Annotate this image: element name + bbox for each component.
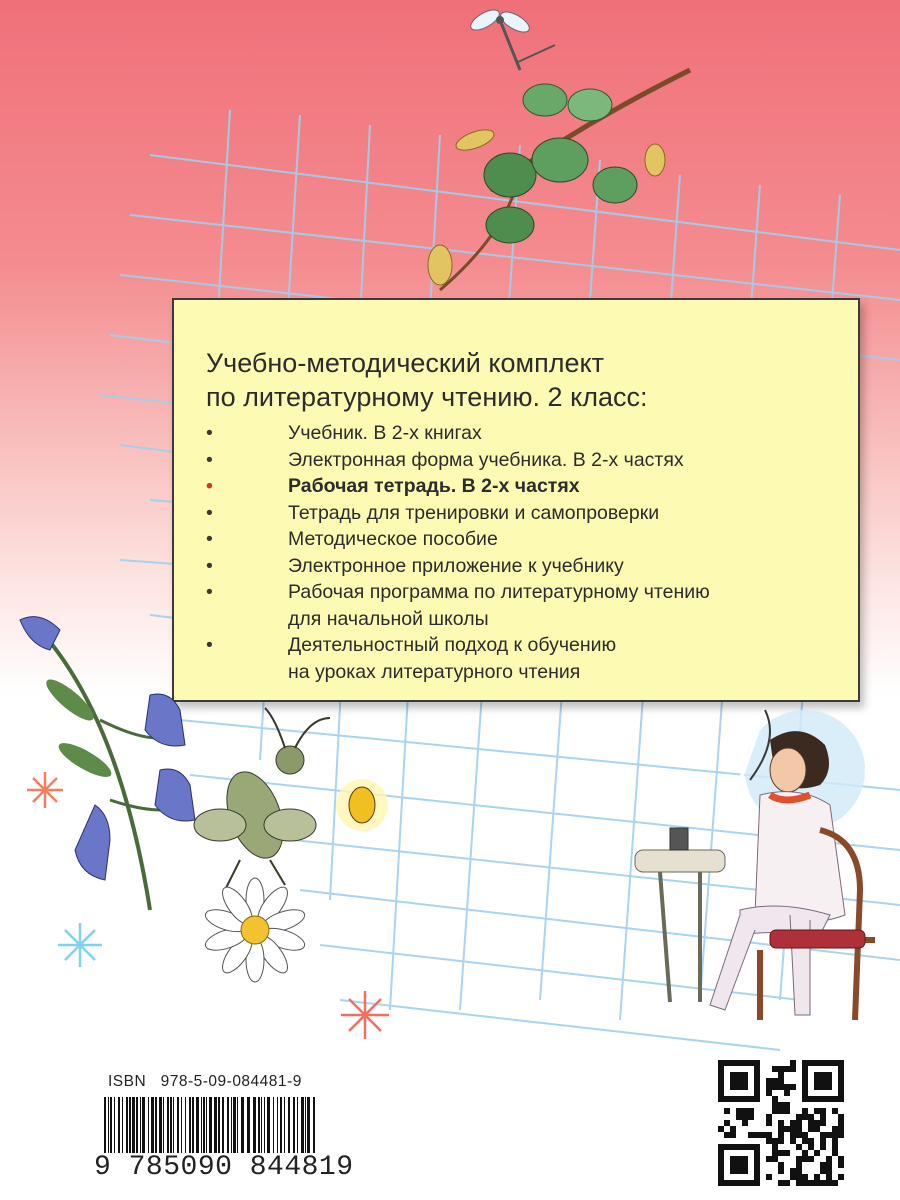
qr-module (766, 1078, 772, 1084)
qr-module (766, 1132, 772, 1138)
qr-module (778, 1084, 784, 1090)
qr-module (826, 1156, 832, 1162)
barcode-bar (284, 1097, 285, 1153)
qr-module (790, 1084, 796, 1090)
qr-module (778, 1120, 784, 1126)
qr-code (718, 1060, 844, 1186)
qr-module (826, 1168, 832, 1174)
qr-module (754, 1132, 760, 1138)
qr-module (784, 1090, 790, 1096)
barcode-bar (185, 1097, 186, 1153)
qr-module (778, 1132, 784, 1138)
barcode-bar (241, 1097, 244, 1153)
barcode (104, 1097, 320, 1159)
qr-module (832, 1132, 838, 1138)
qr-module (814, 1150, 820, 1156)
barcode-bar (214, 1097, 217, 1153)
bullet-icon: • (206, 448, 213, 471)
sparkle-icon (341, 991, 389, 1039)
barcode-bar (203, 1097, 205, 1153)
list-item: • Деятельностный подход к обучению на уроках литературного чтения (206, 634, 617, 683)
qr-module (748, 1108, 754, 1114)
barcode-bar (201, 1097, 202, 1153)
sparkle-icon (58, 923, 102, 967)
isbn-number: 978-5-09-084481-9 (160, 1073, 302, 1090)
poet-illustration (620, 700, 900, 1050)
qr-finder (730, 1156, 748, 1174)
barcode-bar (206, 1097, 207, 1153)
qr-module (778, 1168, 784, 1174)
qr-module (820, 1132, 826, 1138)
panel-title-line1: Учебно-методический комплект (206, 348, 604, 378)
qr-module (820, 1144, 826, 1150)
qr-module (802, 1138, 808, 1144)
qr-module (790, 1168, 796, 1174)
qr-module (796, 1126, 802, 1132)
barcode-bar (163, 1097, 164, 1153)
qr-module (838, 1132, 844, 1138)
bullet-icon: • (206, 528, 213, 550)
qr-module (838, 1162, 844, 1168)
barcode-bar (218, 1097, 220, 1153)
qr-module (724, 1108, 730, 1114)
qr-module (802, 1108, 808, 1114)
qr-module (820, 1168, 826, 1174)
barcode-bar (126, 1097, 128, 1153)
barcode-bar (140, 1097, 141, 1153)
barcode-bar (118, 1097, 120, 1153)
qr-module (808, 1114, 814, 1120)
qr-module (766, 1114, 772, 1120)
bullet-icon: • (206, 475, 213, 497)
bullet-icon: • (206, 501, 213, 524)
qr-module (772, 1078, 778, 1084)
qr-module (736, 1108, 742, 1114)
bullet-icon: • (206, 634, 213, 656)
qr-module (808, 1180, 814, 1186)
qr-module (760, 1132, 766, 1138)
qr-module (790, 1120, 796, 1126)
qr-module (820, 1114, 826, 1120)
qr-module (832, 1138, 838, 1144)
bullet-icon: • (206, 422, 213, 444)
qr-module (772, 1108, 778, 1114)
qr-module (790, 1138, 796, 1144)
qr-module (790, 1126, 796, 1132)
barcode-bar (293, 1097, 295, 1153)
qr-module (772, 1156, 778, 1162)
qr-module (820, 1180, 826, 1186)
qr-module (832, 1144, 838, 1150)
qr-module (766, 1084, 772, 1090)
qr-module (766, 1138, 772, 1144)
qr-module (802, 1150, 808, 1156)
desk-icon (635, 828, 725, 1002)
qr-module (790, 1132, 796, 1138)
barcode-digits: 9 785090 844819 (94, 1152, 354, 1183)
qr-module (796, 1144, 802, 1150)
qr-module (796, 1156, 802, 1162)
barcode-bar (237, 1097, 238, 1153)
qr-module (808, 1156, 814, 1162)
qr-module (742, 1114, 748, 1120)
poet-figure-icon (710, 710, 845, 1015)
barcode-bar (301, 1097, 304, 1153)
qr-module (796, 1168, 802, 1174)
dragonfly-branch-illustration (400, 0, 700, 300)
barcode-bar (114, 1097, 115, 1153)
barcode-bar (173, 1097, 174, 1153)
qr-module (802, 1180, 808, 1186)
qr-module (814, 1126, 820, 1132)
qr-module (820, 1162, 826, 1168)
barcode-bar (231, 1097, 232, 1153)
qr-module (802, 1114, 808, 1120)
qr-module (808, 1120, 814, 1126)
qr-module (790, 1174, 796, 1180)
qr-module (784, 1150, 790, 1156)
barcode-bar (136, 1097, 138, 1153)
barcode-bar (122, 1097, 123, 1153)
qr-module (784, 1066, 790, 1072)
qr-module (796, 1132, 802, 1138)
qr-module (778, 1072, 784, 1078)
qr-module (766, 1090, 772, 1096)
qr-module (778, 1102, 784, 1108)
barcode-bar (170, 1097, 172, 1153)
qr-module (826, 1162, 832, 1168)
linden-branch-icon (428, 70, 690, 290)
qr-module (730, 1132, 736, 1138)
qr-module (736, 1114, 742, 1120)
barcode-bar (189, 1097, 191, 1153)
panel-title-line2: по литературному чтению. 2 класс: (206, 382, 648, 412)
qr-module (778, 1162, 784, 1168)
barcode-bar (258, 1097, 260, 1153)
barcode-bar (155, 1097, 157, 1153)
qr-module (790, 1060, 796, 1066)
barcode-bar (261, 1097, 262, 1153)
qr-module (832, 1180, 838, 1186)
qr-module (724, 1120, 730, 1126)
qr-module (802, 1174, 808, 1180)
dragonfly-icon (468, 6, 555, 70)
qr-module (838, 1126, 844, 1132)
qr-module (796, 1120, 802, 1126)
qr-module (814, 1120, 820, 1126)
qr-module (808, 1126, 814, 1132)
qr-module (742, 1120, 748, 1126)
qr-module (742, 1108, 748, 1114)
barcode-bar (196, 1097, 199, 1153)
qr-module (808, 1138, 814, 1144)
qr-module (808, 1144, 814, 1150)
qr-module (814, 1174, 820, 1180)
qr-module (802, 1132, 808, 1138)
barcode-bar (264, 1097, 265, 1153)
qr-module (784, 1126, 790, 1132)
qr-module (748, 1114, 754, 1120)
sparkle-stars-illustration (0, 750, 420, 1080)
qr-module (766, 1156, 772, 1162)
qr-module (784, 1180, 790, 1186)
qr-module (814, 1180, 820, 1186)
barcode-bar (167, 1097, 169, 1153)
qr-module (832, 1126, 838, 1132)
barcode-bar (129, 1097, 131, 1153)
qr-module (784, 1102, 790, 1108)
barcode-bar (159, 1097, 162, 1153)
barcode-bar (177, 1097, 179, 1153)
qr-module (748, 1132, 754, 1138)
barcode-bar (233, 1097, 236, 1153)
bullet-icon: • (206, 581, 213, 603)
list-item-highlighted: • Рабочая тетрадь. В 2-х частях (204, 473, 844, 500)
qr-module (718, 1126, 724, 1132)
barcode-bar (181, 1097, 182, 1153)
isbn-label: ISBN 978-5-09-084481-9 (108, 1073, 302, 1090)
barcode-bar (253, 1097, 256, 1153)
qr-module (820, 1108, 826, 1114)
qr-module (796, 1180, 802, 1186)
qr-module (778, 1108, 784, 1114)
barcode-bar (104, 1097, 106, 1153)
barcode-bar (277, 1097, 278, 1153)
barcode-bar (267, 1097, 270, 1153)
qr-module (838, 1156, 844, 1162)
list-item: • Методическое пособие (204, 526, 844, 553)
barcode-bar (108, 1097, 109, 1153)
qr-module (796, 1174, 802, 1180)
qr-module (832, 1150, 838, 1156)
barcode-bar (132, 1097, 135, 1153)
qr-module (772, 1102, 778, 1108)
qr-module (778, 1138, 784, 1144)
list-item: • Электронное приложение к учебнику (204, 553, 844, 580)
barcode-bar (192, 1097, 194, 1153)
bullet-icon: • (206, 554, 213, 577)
qr-finder (814, 1072, 832, 1090)
qr-module (826, 1132, 832, 1138)
qr-module (778, 1078, 784, 1084)
qr-module (778, 1150, 784, 1156)
qr-module (826, 1180, 832, 1186)
qr-module (778, 1126, 784, 1132)
qr-module (766, 1174, 772, 1180)
barcode-bar (222, 1097, 224, 1153)
qr-module (820, 1120, 826, 1126)
qr-module (772, 1138, 778, 1144)
barcode-bar (148, 1097, 149, 1153)
barcode-bar (151, 1097, 154, 1153)
barcode-bar (209, 1097, 212, 1153)
qr-module (796, 1114, 802, 1120)
list-item: • Учебник. В 2-х книгах (204, 420, 844, 447)
qr-module (796, 1162, 802, 1168)
sparkle-icon (27, 772, 63, 808)
barcode-bar (142, 1097, 145, 1153)
barcode-bar (227, 1097, 229, 1153)
qr-module (778, 1180, 784, 1186)
barcode-bar (288, 1097, 290, 1153)
qr-module (820, 1138, 826, 1144)
barcode-bar (110, 1097, 112, 1153)
qr-module (838, 1174, 844, 1180)
qr-finder (730, 1072, 748, 1090)
qr-module (772, 1096, 778, 1102)
panel-title (206, 346, 846, 414)
qr-module (832, 1108, 838, 1114)
barcode-bar (273, 1097, 274, 1153)
qr-module (772, 1066, 778, 1072)
qr-module (724, 1132, 730, 1138)
barcode-bar (247, 1097, 250, 1153)
qr-module (772, 1150, 778, 1156)
barcode-bar (305, 1097, 306, 1153)
barcode-bar (307, 1097, 310, 1153)
qr-module (790, 1066, 796, 1072)
barcode-bar (313, 1097, 315, 1153)
list-item: • Электронная форма учебника. В 2-х частях (204, 447, 844, 474)
list-item: • Тетрадь для тренировки и самопроверки (204, 500, 844, 527)
qr-module (802, 1156, 808, 1162)
barcode-bar (280, 1097, 282, 1153)
qr-module (778, 1066, 784, 1072)
qr-module (772, 1144, 778, 1150)
qr-module (784, 1108, 790, 1114)
qr-module (838, 1114, 844, 1120)
qr-module (814, 1108, 820, 1114)
list-item: • Рабочая программа по литературному чтению для начальной школы (206, 581, 710, 630)
qr-module (766, 1120, 772, 1126)
barcode-bar (297, 1097, 298, 1153)
qr-module (772, 1084, 778, 1090)
qr-module (826, 1174, 832, 1180)
qr-module (838, 1120, 844, 1126)
qr-module (784, 1084, 790, 1090)
qr-module (730, 1126, 736, 1132)
